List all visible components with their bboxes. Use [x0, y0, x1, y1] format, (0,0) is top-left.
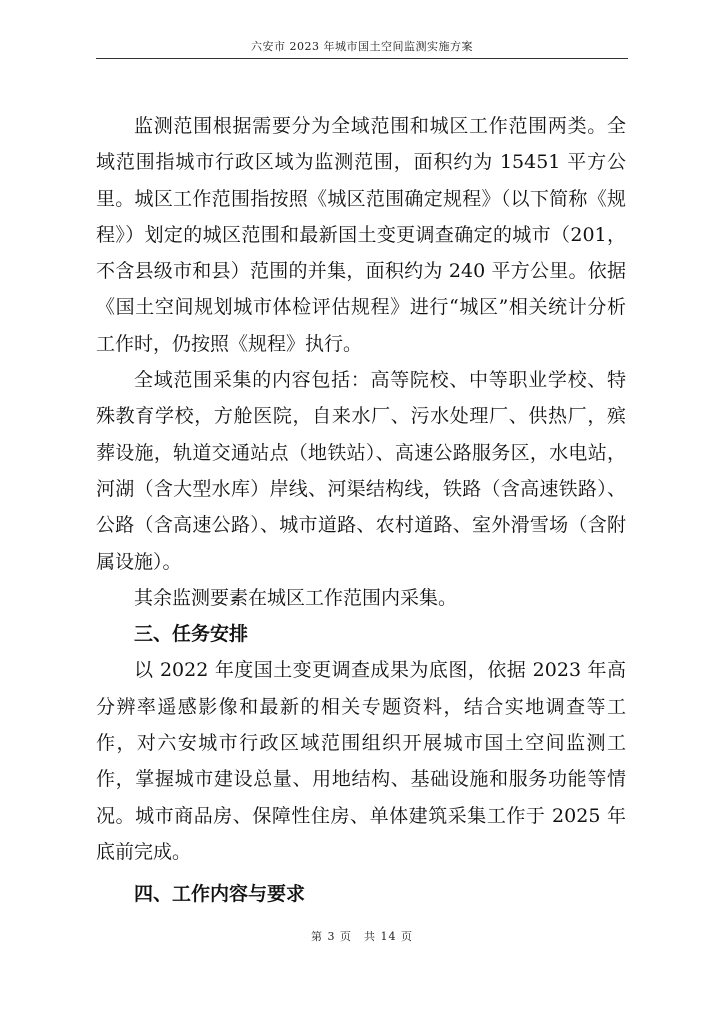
paragraph-collection-content: 全域范围采集的内容包括：高等院校、中等职业学校、特殊教育学校，方舱医院，自来水厂、污水处理厂、供热厂，殡葬设施，轨道交通站点（地铁站）、高速公路服务区，水电站，河湖（含大型水库）岸线、河渠结构线，铁路（含高速铁路）、公路（含高速公路）、城市道路、农村道路、室外滑雪场（含附属设施）。	[96, 369, 626, 573]
paragraph-monitoring-scope: 监测范围根据需要分为全域范围和城区工作范围两类。全域范围指城市行政区域为监测范围，面积约为 15451 平方公里。城区工作范围指按照《城区范围确定规程》（以下简称《规程》）划定的城区范围和最新国土变更调查确定的城市（201，不含县级市和县）范围的并集，面积约为 240 平方公里。依据《国土空间规划城市体检评估规程》进行“城区”相关统计分析工作时，仍按照《规程》执行。	[96, 115, 626, 355]
header-divider	[96, 58, 628, 59]
section-heading-work-content: 四、工作内容与要求	[134, 883, 306, 906]
page-number: 第 3 页 共 14 页	[311, 930, 413, 943]
document-body	[96, 108, 626, 913]
paragraph-task-arrangement: 以 2022 年度国土变更调查成果为底图，依据 2023 年高分辨率遥感影像和最新的相关专题资料，结合实地调查等工作，对六安城市行政区域范围组织开展城市国土空间监测工作，掌握城市建设总量、用地结构、基础设施和服务功能等情况。城市商品房、保障性住房、单体建筑采集工作于 2025 年底前完成。	[96, 659, 626, 863]
section-heading-task-arrangement: 三、任务安排	[134, 623, 249, 646]
running-header: 六安市 2023 年城市国土空间监测实施方案	[251, 40, 473, 53]
paragraph-other-elements: 其余监测要素在城区工作范围内采集。	[134, 586, 458, 609]
